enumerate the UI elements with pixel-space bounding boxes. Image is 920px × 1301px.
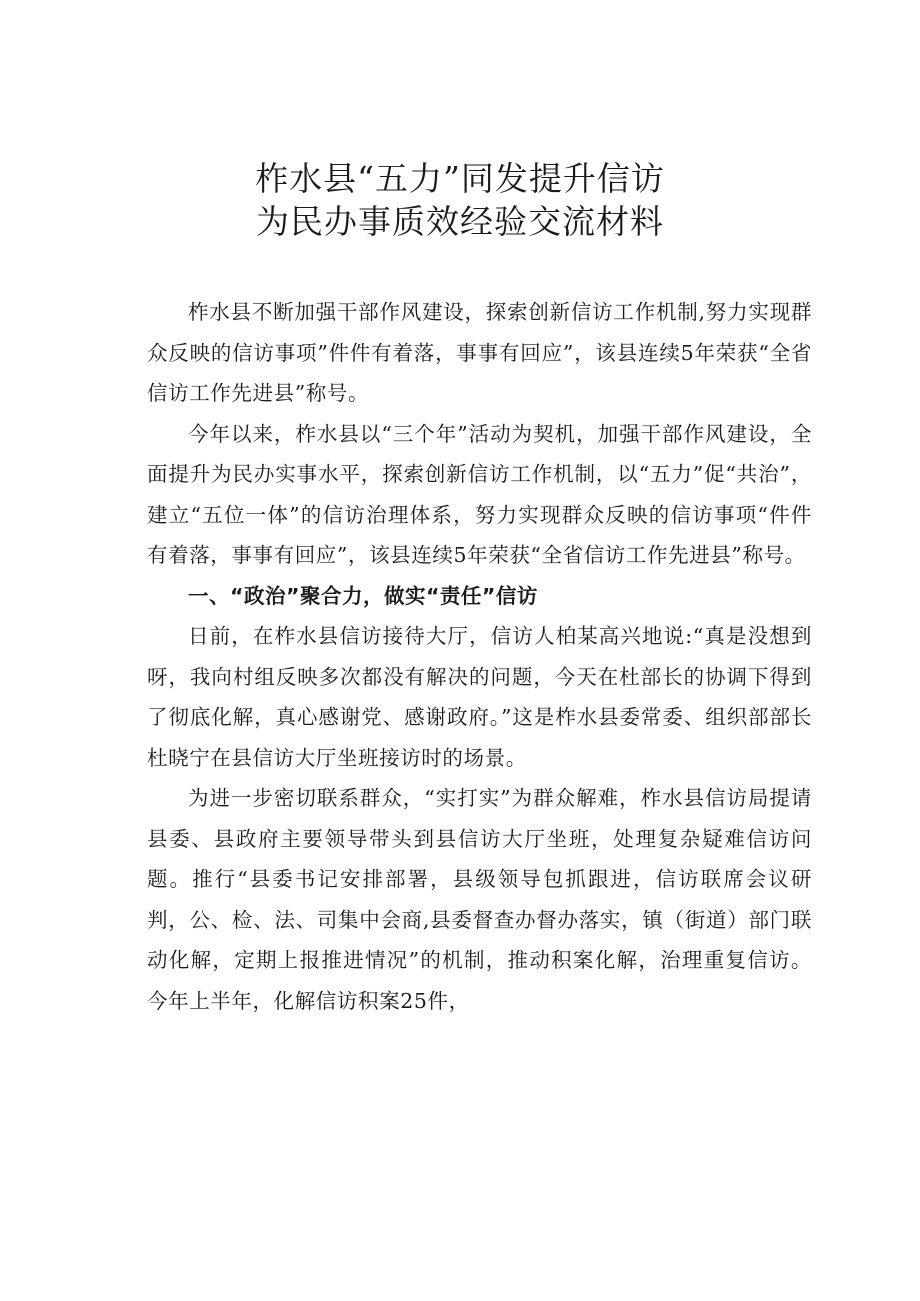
document-title-line-1: 柞水县“五力”同发提升信访 xyxy=(255,159,665,198)
document-body xyxy=(147,292,812,1021)
section-1-paragraph-2: 为进一步密切联系群众，“实打实”为群众解难，柞水县信访局提请县委、县政府主要领导带头到县信访大厅坐班，处理复杂疑难信访问题。推行“县委书记安排部署，县级领导包抓跟进，信访联席会议研判，公、检、法、司集中会商,县委督查办督办落实，镇（街道）部门联动化解，定期上报推进情况”的机制，推动积案化解，治理重复信访。今年上半年，化解信访积案25件， xyxy=(147,786,812,1013)
intro-paragraph-2: 今年以来，柞水县以“三个年”活动为契机，加强干部作风建设，全面提升为民办实事水平，探索创新信访工作机制，以“五力”促“共治”，建立“五位一体”的信访治理体系，努力实现群众反映的信访事项“件件有着落，事事有回应”，该县连续5年荣获“全省信访工作先进县”称号。 xyxy=(147,421,812,567)
document-title-line-2: 为民办事质效经验交流材料 xyxy=(256,202,664,241)
section-heading-1: 一、“政治”聚合力，做实“责任”信访 xyxy=(188,583,538,608)
section-1-paragraph-1: 日前，在柞水县信访接待大厅，信访人柏某高兴地说:“真是没想到呀，我向村组反映多次都没有解决的问题，今天在杜部长的协调下得到了彻底化解，真心感谢党、感谢政府。”这是柞水县委常委、组织部部长杜晓宁在县信访大厅坐班接访时的场景。 xyxy=(147,624,812,770)
intro-paragraph-1: 柞水县不断加强干部作风建设，探索创新信访工作机制,努力实现群众反映的信访事项”件件有着落，事事有回应”，该县连续5年荣获“全省信访工作先进县”称号。 xyxy=(147,300,812,405)
